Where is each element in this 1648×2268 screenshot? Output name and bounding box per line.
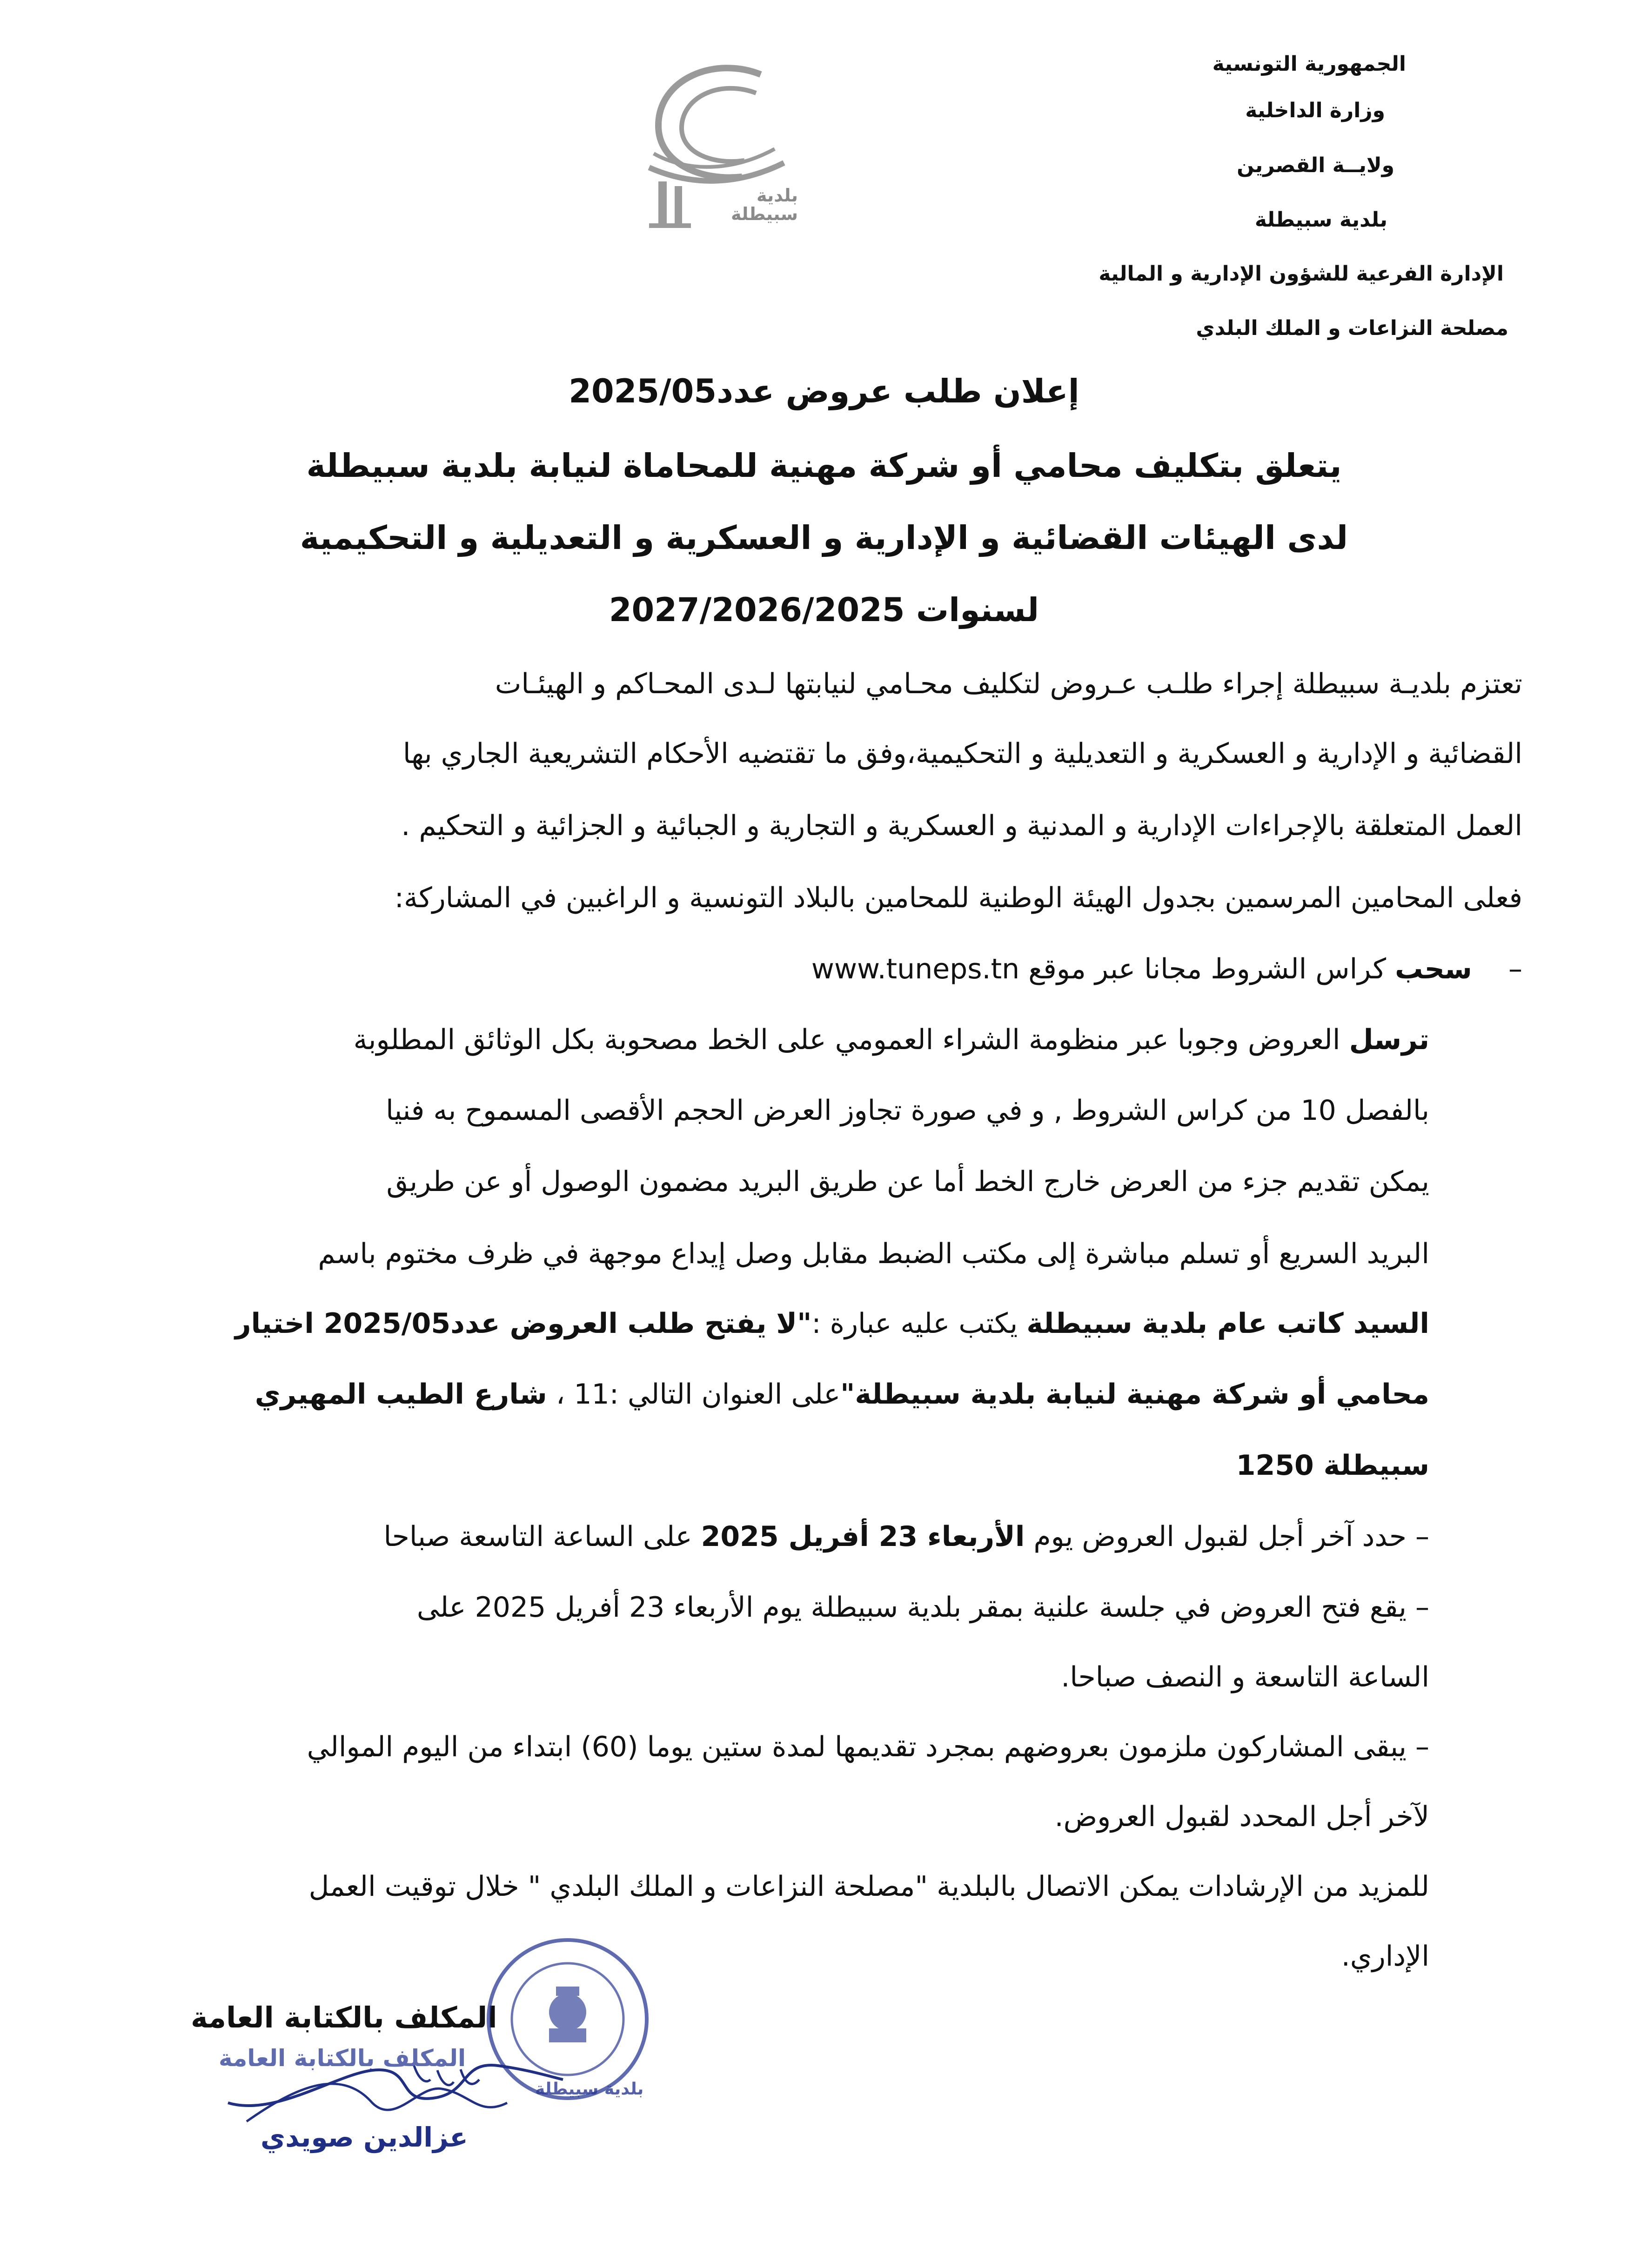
announcement-bodies: لدى الهيئات القضائية و الإدارية و العسكرية و التعديلية و التحكيمية [300, 519, 1348, 557]
send-line-3: يمكن تقديم جزء من العرض خارج الخط أما عن طريق البريد مضمون الوصول أو عن طريق [386, 1165, 1429, 1198]
send-envelope-label: "لا يفتح طلب العروض عدد2025/05 اختيار [234, 1307, 812, 1340]
send-city: سبيطلة 1250 [1236, 1449, 1429, 1482]
send-line-6 [255, 1378, 1429, 1411]
send-addressee: السيد كاتب عام بلدية سبيطلة [1026, 1307, 1429, 1340]
header-directorate: الإدارة الفرعية للشؤون الإدارية و المالية [1099, 262, 1504, 286]
signatory-name: عزالدين صويدي [261, 2121, 468, 2153]
signatory-title: المكلف بالكتابة العامة [191, 2000, 497, 2034]
validity-line-2: لآخر أجل المحدد لقبول العروض. [1054, 1800, 1429, 1833]
header-governorate: ولايــة القصرين [1237, 154, 1394, 177]
withdraw-text: كراس الشروط مجانا عبر موقع [1019, 953, 1395, 985]
send-street: شارع الطيب المهيري [255, 1378, 547, 1411]
stamp-title-text: المكلف بالكتابة العامة [219, 2045, 466, 2072]
logo-text-line1: بلدية [756, 185, 798, 206]
deadline-submission-text: – حدد آخر أجل لقبول العروض يوم [1025, 1520, 1429, 1553]
opening-line-1: – يقع فتح العروض في جلسة علنية بمقر بلدية سبيطلة يوم الأربعاء 23 أفريل 2025 على [416, 1591, 1429, 1624]
intro-line-1: تعتزم بلديـة سبيطلة إجراء طلـب عـروض لتكليف محـامي لنيابتها لـدى المحـاكم و الهيئـات [495, 668, 1522, 700]
header-ministry: وزارة الداخلية [1245, 99, 1385, 122]
intro-line-4: فعلى المحامين المرسمين بجدول الهيئة الوطنية للمحامين بالبلاد التونسية و الراغبين في المشاركة: [394, 882, 1522, 914]
header-republic: الجمهورية التونسية [1212, 52, 1406, 76]
send-envelope-label-cont: محامي أو شركة مهنية لنيابة بلدية سبيطلة" [840, 1378, 1429, 1411]
send-line-5 [235, 1307, 1429, 1340]
announcement-subject: يتعلق بتكليف محامي أو شركة مهنية للمحاماة لنيابة بلدية سبيطلة [306, 447, 1342, 485]
deadline-submission-time: على الساعة التاسعة صباحا [383, 1520, 701, 1553]
announcement-title: إعلان طلب عروض عدد2025/05 [569, 372, 1079, 410]
deadline-submission-date: الأربعاء 23 أفريل 2025 [701, 1520, 1025, 1553]
stamp-text: بلدية سبيطلة [535, 2080, 644, 2099]
withdraw-line [811, 953, 1522, 985]
municipality-logo-icon [621, 47, 817, 233]
announcement-years: لسنوات 2027/2026/2025 [609, 591, 1039, 629]
withdraw-dash: – [1508, 953, 1522, 985]
withdraw-keyword: سحب [1395, 953, 1472, 985]
send-line-5-text: يكتب عليه عبارة : [811, 1307, 1027, 1340]
tuneps-link[interactable]: www.tuneps.tn [811, 953, 1020, 985]
send-line-1-text: العروض وجوبا عبر منظومة الشراء العمومي على الخط مصحوبة بكل الوثائق المطلوبة [353, 1024, 1349, 1056]
header-service: مصلحة النزاعات و الملك البلدي [1196, 316, 1508, 340]
send-address-intro: على العنوان التالي :11 ، [547, 1378, 841, 1411]
deadline-submission [383, 1520, 1429, 1553]
contact-line-1: للمزيد من الإرشادات يمكن الاتصال بالبلدية "مصلحة النزاعات و الملك البلدي " خلال توقيت العمل [308, 1870, 1429, 1903]
intro-line-3: العمل المتعلقة بالإجراءات الإدارية و المدنية و العسكرية و التجارية و الجبائية و الجزائية و التحكيم . [401, 810, 1522, 842]
send-line-1 [354, 1024, 1429, 1056]
opening-line-2: الساعة التاسعة و النصف صباحا. [1061, 1661, 1429, 1693]
intro-line-2: القضائية و الإدارية و العسكرية و التعديلية و التحكيمية،وفق ما تقتضيه الأحكام التشريعية الجاري بها [402, 737, 1522, 770]
logo-text-line2: سبيطلة [731, 204, 798, 224]
send-keyword: ترسل [1349, 1024, 1429, 1056]
header-municipality: بلدية سبيطلة [1254, 208, 1387, 232]
send-line-4: البريد السريع أو تسلم مباشرة إلى مكتب الضبط مقابل وصل إيداع موجهة في ظرف مختوم باسم [318, 1238, 1429, 1270]
contact-line-2: الإداري. [1341, 1940, 1429, 1973]
validity-line-1: – يبقى المشاركون ملزمون بعروضهم بمجرد تقديمها لمدة ستين يوما (60) ابتداء من اليوم الموالي [307, 1731, 1429, 1763]
send-line-2: بالفصل 10 من كراس الشروط , و في صورة تجاوز العرض الحجم الأقصى المسموح به فنيا [386, 1094, 1429, 1127]
